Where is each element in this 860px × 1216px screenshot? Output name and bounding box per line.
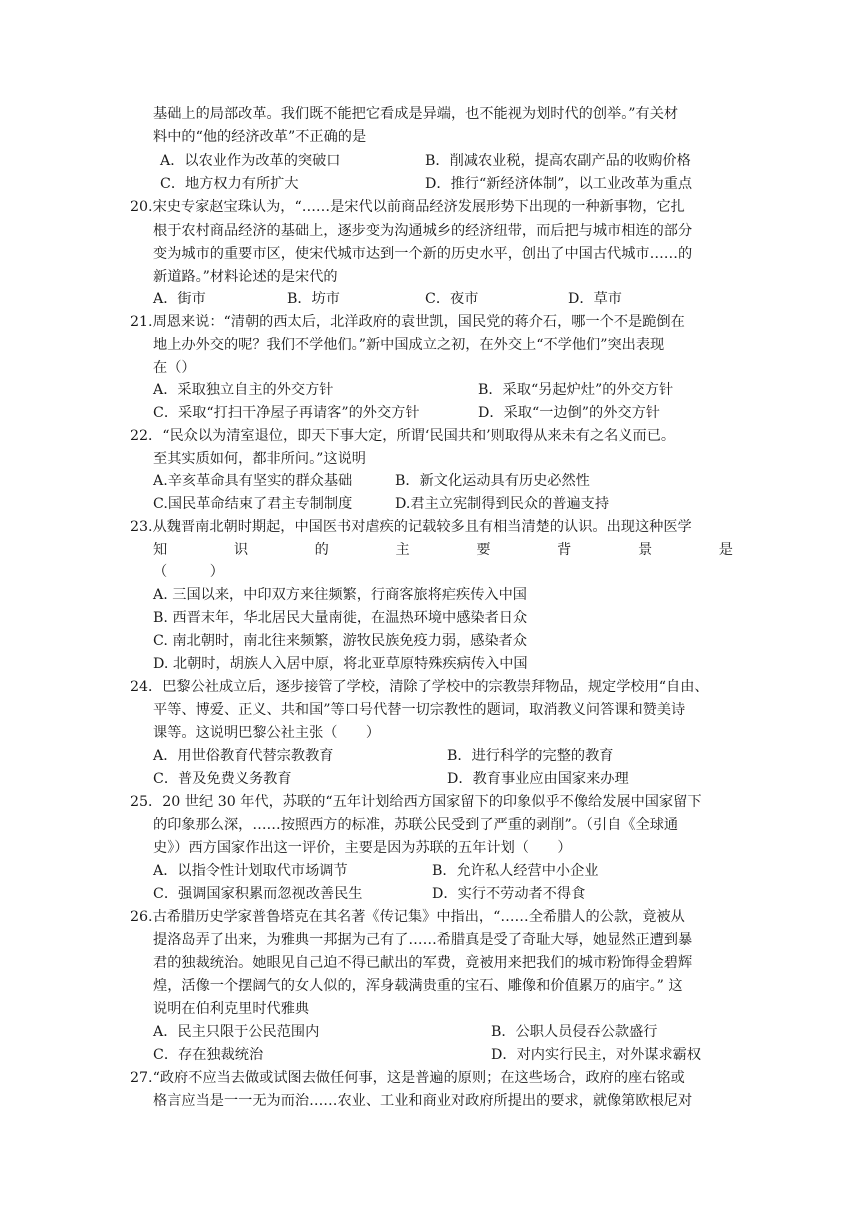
q27-stem-line-2: 格言应当是一一无为而治……农业、工业和商业对政府所提出的要求，就像第欧根尼对: [153, 1093, 693, 1109]
q22-option-a[interactable]: A.辛亥革命具有坚实的群众基础: [153, 473, 353, 489]
q23-option-c[interactable]: C. 南北朝时，南北往来频繁，游牧民族免疫力弱，感染者众: [153, 633, 528, 649]
q19-option-c[interactable]: C．地方权力有所扩大: [160, 176, 299, 192]
q26-stem-line-2: 提洛岛弄了出来，为雅典一邦据为己有了……希腊真是受了奇耻大辱，她显然正遭到暴: [153, 932, 693, 948]
q26-option-d[interactable]: D．对内实行民主，对外谋求霸权: [491, 1047, 702, 1063]
q21-option-d[interactable]: D．采取“一边倒”的外交方针: [478, 405, 660, 421]
q22-option-c[interactable]: C.国民革命结束了君主专制制度: [153, 496, 353, 512]
q20-stem-line-3: 变为城市的重要市区，使宋代城市达到一个新的历史水平，创出了中国古代城市……的: [153, 246, 693, 262]
q23-word: 知: [153, 542, 168, 558]
q23-word: 的: [314, 542, 329, 558]
q23-word: 主: [395, 542, 410, 558]
q25-option-c[interactable]: C．强调国家积累而忽视改善民生: [153, 886, 363, 902]
q25-stem-line-1: 25．20 世纪 30 年代，苏联的“五年计划给西方国家留下的印象似乎不像给发展中国家留下: [130, 794, 702, 810]
q23-word: 是: [718, 542, 733, 558]
q26-option-c[interactable]: C．存在独裁统治: [153, 1047, 264, 1063]
q25-option-d[interactable]: D．实行不劳动者不得食: [432, 886, 586, 902]
q23-word: 背: [557, 542, 572, 558]
q23-word: 景: [637, 542, 653, 558]
q23-option-d[interactable]: D. 北朝时，胡族人入居中原，将北亚草原特殊疾病传入中国: [153, 656, 528, 672]
q22-stem-line-1: 22．“民众以为清室退位，即天下事大定，所谓‘民国共和’则取得从来未有之名义而已。: [130, 428, 676, 444]
q21-stem-line-2: 地上办外交的呢？我们不学他们。”新中国成立之初，在外交上“不学他们”突出表现: [153, 337, 665, 353]
q21-option-a[interactable]: A．采取独立自主的外交方针: [153, 382, 334, 398]
q20-stem-line-4: 新道路。”材料论述的是宋代的: [153, 269, 338, 285]
q23-option-a[interactable]: A. 三国以来，中印双方来往频繁，行商客旅将疟疾传入中国: [153, 587, 527, 603]
q19-option-d[interactable]: D．推行“新经济体制”，以工业改革为重点: [425, 176, 693, 192]
q20-option-b[interactable]: B．坊市: [287, 291, 340, 307]
q23-stem-line-2: [153, 539, 733, 561]
q26-stem-line-3: 君的独裁统治。她眼见自己迫不得已献出的军费，竟被用来把我们的城市粉饰得金碧辉: [153, 955, 693, 971]
q21-option-c[interactable]: C．采取“打扫干净屋子再请客”的外交方针: [153, 405, 420, 421]
q19-stem-line-1: 基础上的局部改革。我们既不能把它看成是异端，也不能视为划时代的创举。”有关材: [153, 106, 679, 122]
q22-stem-line-2: 至其实质如何，都非所问。”这说明: [153, 451, 366, 467]
q23-word: 识: [233, 542, 249, 558]
q21-option-b[interactable]: B．采取“另起炉灶”的外交方针: [478, 382, 674, 398]
q24-option-b[interactable]: B．进行科学的完整的教育: [447, 748, 614, 764]
q25-stem-line-2: 的印象那么深，……按照西方的标准，苏联公民受到了严重的剥削”。（引自《全球通: [153, 817, 679, 833]
q23-word: 要: [476, 542, 491, 558]
q20-option-d[interactable]: D．草市: [568, 291, 622, 307]
q24-stem-line-2: 平等、博爱、正义、共和国”等口号代替一切宗教性的题词，取消教义问答课和赞美诗: [153, 702, 686, 718]
q19-stem-line-2: 料中的“他的经济改革”不正确的是: [153, 129, 367, 145]
q23-option-b[interactable]: B. 西晋末年，华北居民大量南徙，在温热环境中感染者日众: [153, 610, 528, 626]
q23-stem-line-1: 23.从魏晋南北朝时期起，中国医书对虐疾的记载较多且有相当清楚的认识。出现这种医学: [130, 519, 692, 535]
q23-answer-blank[interactable]: （ ）: [153, 564, 224, 580]
q24-option-a[interactable]: A．用世俗教育代替宗教教育: [153, 748, 334, 764]
q25-stem-line-3: 史》）西方国家作出这一评价，主要是因为苏联的五年计划（ ）: [153, 840, 572, 856]
q19-option-b[interactable]: B．削减农业税，提高农副产品的收购价格: [425, 153, 691, 169]
q26-stem-line-4: 煌，活像一个摆阔气的女人似的，浑身载满贵重的宝石、雕像和价值累万的庙宇。” 这: [153, 978, 683, 994]
q24-stem-line-3: 课等。这说明巴黎公社主张（ ）: [153, 725, 381, 741]
q19-option-a[interactable]: A．以农业作为改革的突破口: [160, 153, 341, 169]
q20-option-a[interactable]: A．街市: [153, 291, 206, 307]
q21-stem-line-3: 在（）: [153, 360, 196, 376]
q26-stem-line-1: 26.古希腊历史学家普鲁塔克在其名著《传记集》中指出，“……全希腊人的公款，竟被从: [130, 909, 685, 925]
q26-option-b[interactable]: B．公职人员侵吞公款盛行: [491, 1024, 658, 1040]
q26-option-a[interactable]: A．民主只限于公民范围内: [153, 1024, 320, 1040]
q20-stem-line-2: 根于农村商品经济的基础上，逐步变为沟通城乡的经济纽带，而后把与城市相连的部分: [153, 223, 693, 239]
q20-option-c[interactable]: C．夜市: [425, 291, 479, 307]
q25-option-b[interactable]: B．允许私人经营中小企业: [432, 863, 599, 879]
q24-option-c[interactable]: C．普及免费义务教育: [153, 771, 292, 787]
q20-stem-line-1: 20.宋史专家赵宝珠认为，“……是宋代以前商品经济发展形势下出现的一种新事物，它扎: [130, 199, 685, 215]
q24-option-d[interactable]: D．教育事业应由国家来办理: [447, 771, 629, 787]
q26-stem-line-5: 说明在伯利克里时代雅典: [153, 1001, 310, 1017]
q22-option-b[interactable]: B．新文化运动具有历史必然性: [395, 473, 590, 489]
q21-stem-line-1: 21.周恩来说：“清朝的西太后，北洋政府的袁世凯，国民党的蒋介石，哪一个不是跪倒在: [130, 314, 685, 330]
q22-option-d[interactable]: D.君主立宪制得到民众的普遍支持: [395, 496, 610, 512]
q24-stem-line-1: 24．巴黎公社成立后，逐步接管了学校，清除了学校中的宗教崇拜物品，规定学校用“自由、: [130, 679, 709, 695]
q27-stem-line-1: 27.“政府不应当去做或试图去做任何事，这是普遍的原则；在这些场合，政府的座右铭或: [130, 1070, 685, 1086]
q25-option-a[interactable]: A．以指令性计划取代市场调节: [153, 863, 348, 879]
